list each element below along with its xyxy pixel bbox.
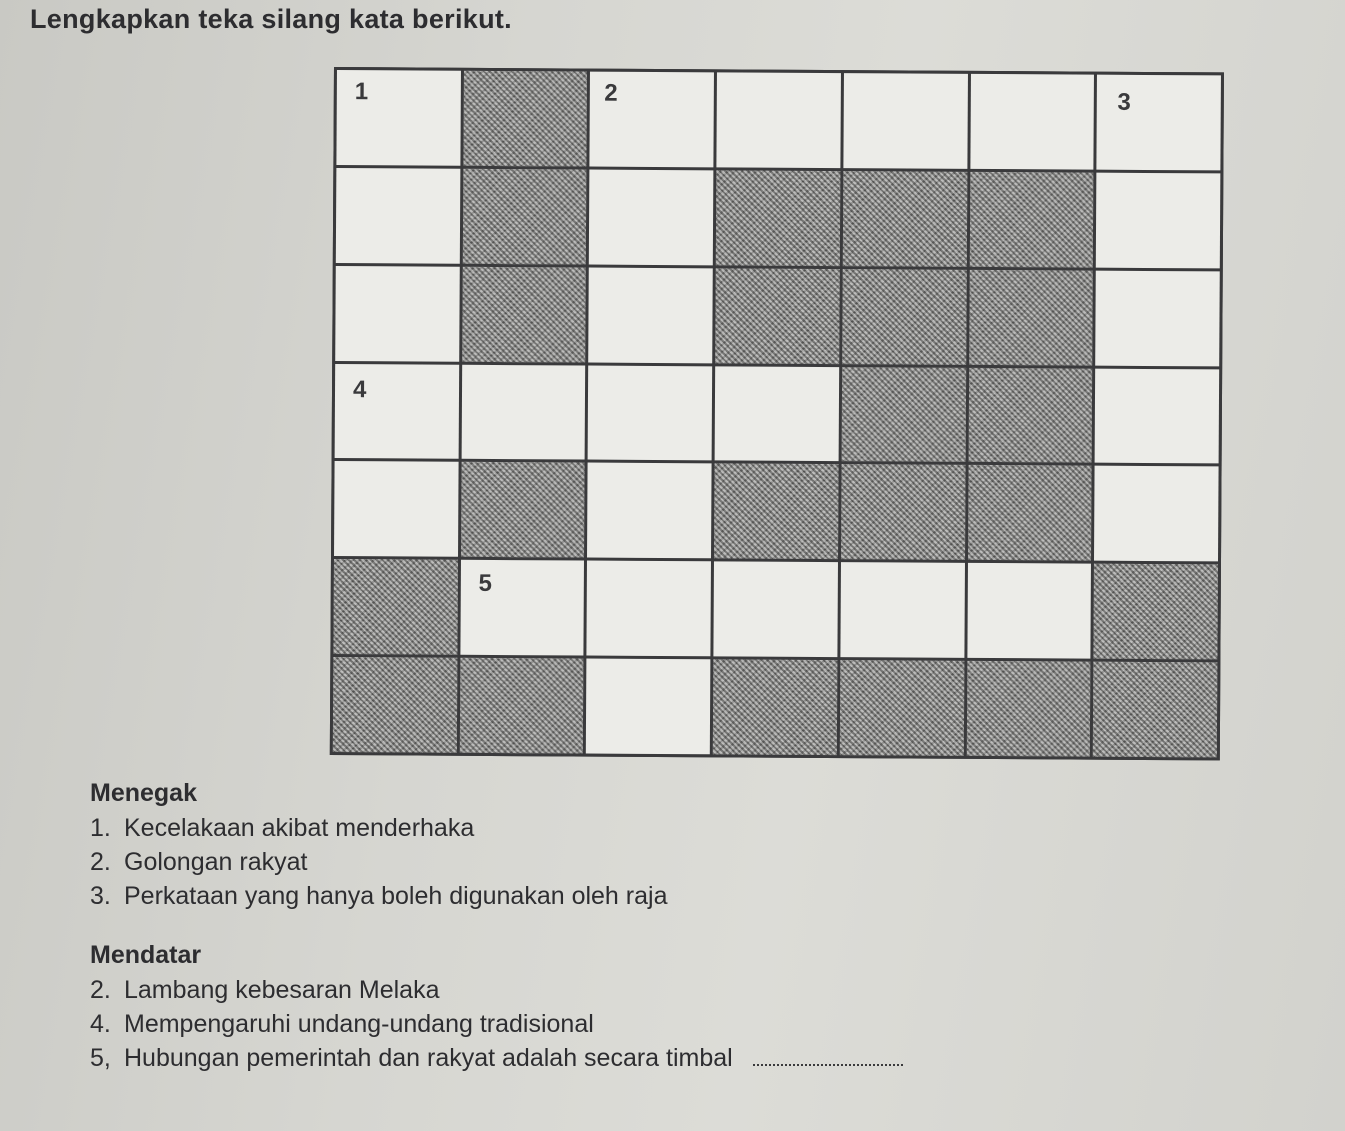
cell-number: 3 [1117,88,1131,116]
clue-text: Hubungan pemerintah dan rakyat adalah secara timbal [124,1044,733,1072]
crossword-cell-blocked [969,270,1093,366]
crossword-cell-blocked [716,170,840,266]
crossword-cell-blocked [462,266,586,362]
crossword-cell[interactable] [587,463,711,559]
crossword-cell[interactable] [1095,270,1219,366]
crossword-cell-blocked [968,465,1092,561]
clue-number: 2. [90,848,111,876]
cell-number: 5 [478,570,492,598]
crossword-cell-blocked [333,559,457,655]
cell-number: 4 [352,375,367,403]
crossword-cell[interactable] [1096,173,1220,269]
crossword-cell-blocked [969,172,1093,268]
worksheet-title: Lengkapkan teka silang kata berikut. [30,4,512,34]
crossword-cell[interactable] [715,366,839,462]
crossword-cell[interactable] [1095,368,1219,464]
crossword-cell[interactable] [334,461,458,557]
cell-number: 1 [354,78,369,106]
crossword-cell-blocked [461,462,585,558]
crossword-cell-blocked [843,171,967,267]
crossword-cell[interactable] [840,562,964,658]
crossword-cell-blocked [333,657,457,753]
clue-number: 2. [90,976,111,1004]
crossword-cell-blocked [460,658,584,754]
crossword-cell-blocked [463,169,587,265]
clue-text: Perkataan yang hanya boleh digunakan oleh raja [124,882,668,910]
crossword-cell[interactable] [717,72,841,168]
crossword-cell-blocked [968,367,1092,463]
crossword-cell[interactable] [461,364,585,460]
crossword-cell[interactable] [336,168,460,264]
crossword-cell[interactable] [588,365,712,461]
crossword-cell-blocked [714,464,838,560]
clue-number: 5, [90,1044,111,1072]
crossword-cell[interactable] [335,364,459,460]
crossword-cell-blocked [841,465,965,561]
across-clue-4 [90,1007,903,1041]
across-heading: Mendatar [90,941,202,969]
across-clues [90,937,903,1075]
down-clue-2 [90,845,903,879]
crossword-grid [330,67,1224,760]
crossword-cell[interactable] [1097,75,1221,171]
down-clue-1 [90,811,903,845]
crossword-cell[interactable] [970,74,1094,170]
crossword-cell-blocked [713,659,837,755]
crossword-cell[interactable] [589,267,713,363]
crossword-cell[interactable] [587,561,711,657]
crossword-cell-blocked [463,71,587,167]
crossword-cell-blocked [1093,662,1217,758]
crossword-cell-blocked [842,269,966,365]
across-clue-2 [90,973,903,1007]
down-clue-3 [90,879,903,913]
clue-text: Mempengaruhi undang-undang tradisional [124,1010,594,1038]
crossword-cell[interactable] [1094,466,1218,562]
crossword-cell-blocked [841,367,965,463]
crossword-cell-blocked [840,660,964,756]
crossword-cell-blocked [966,661,1090,757]
crossword-cell[interactable] [586,659,710,755]
crossword-cell[interactable] [589,169,713,265]
clue-number: 3. [90,882,111,910]
cell-number: 2 [604,79,618,107]
answer-blank-line[interactable] [753,1044,903,1066]
crossword-cell[interactable] [590,72,714,168]
down-heading: Menegak [90,779,197,807]
crossword-cell[interactable] [714,562,838,658]
clues-section [90,775,903,1075]
crossword-cell[interactable] [967,563,1091,659]
crossword-cell-blocked [715,268,839,364]
crossword-cell-blocked [1094,564,1218,660]
clue-number: 4. [90,1010,111,1038]
crossword-cell[interactable] [843,73,967,169]
clue-text: Golongan rakyat [124,848,308,876]
crossword-cell[interactable] [460,560,584,656]
across-clue-5 [90,1041,903,1075]
crossword-cell[interactable] [336,70,460,166]
clue-text: Kecelakaan akibat menderhaka [124,814,475,842]
down-clues [90,775,903,913]
clue-number: 1. [90,814,111,842]
crossword-cell[interactable] [335,266,459,362]
clue-text: Lambang kebesaran Melaka [124,976,440,1004]
